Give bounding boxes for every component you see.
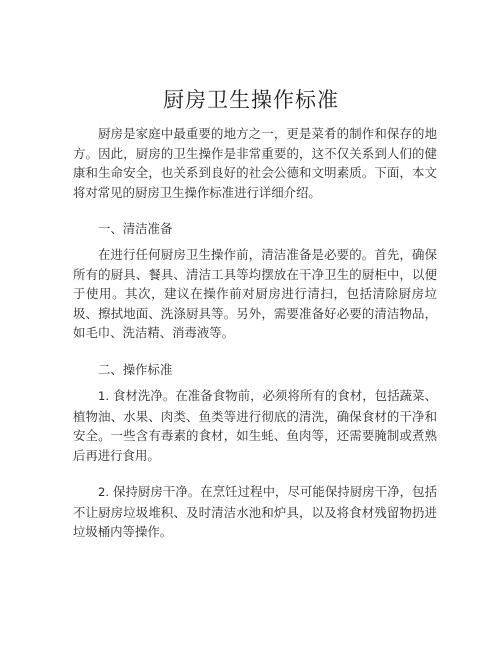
- operation-item-1: [73, 386, 437, 465]
- item-text: 保持厨房干净。在烹饪过程中，尽可能保持厨房干净，包括不让厨房垃圾堆积、及时清洁水池和炉具，以及将食材残留物扔进垃圾桶内等操作。: [73, 484, 437, 539]
- section-heading-cleaning-prep: 一、清洁准备: [98, 221, 173, 236]
- item-number: 1.: [98, 389, 109, 403]
- operation-item-2: [73, 482, 437, 542]
- cleaning-prep-paragraph: 在进行任何厨房卫生操作前，清洁准备是必要的。首先，确保所有的厨具、餐具、清洁工具等均摆放在干净卫生的厨柜中，以便于使用。其次，建议在操作前对厨房进行清扫，包括清除厨房垃圾、擦拭地面、洗涤厨具等。另外，需要准备好必要的清洁物品，如毛巾、洗洁精、消毒液等。: [73, 247, 437, 340]
- item-number: 2.: [98, 485, 109, 499]
- document-title: 厨房卫生操作标准: [163, 88, 339, 112]
- intro-paragraph: 厨房是家庭中最重要的地方之一，更是菜肴的制作和保存的地方。因此，厨房的卫生操作是非常重要的，这不仅关系到人们的健康和生命安全，也关系到良好的社会公德和文明素质。下面，本文将对常见的厨房卫生操作标准进行详细介绍。: [73, 126, 437, 200]
- section-heading-operation-standards: 二、操作标准: [98, 362, 173, 377]
- item-text: 食材洗净。在准备食物前，必须将所有的食材，包括蔬菜、植物油、水果、肉类、鱼类等进行彻底的清洗，确保食材的干净和安全。一些含有毒素的食材，如生蚝、鱼肉等，还需要腌制或煮熟后再进行食用。: [73, 388, 437, 463]
